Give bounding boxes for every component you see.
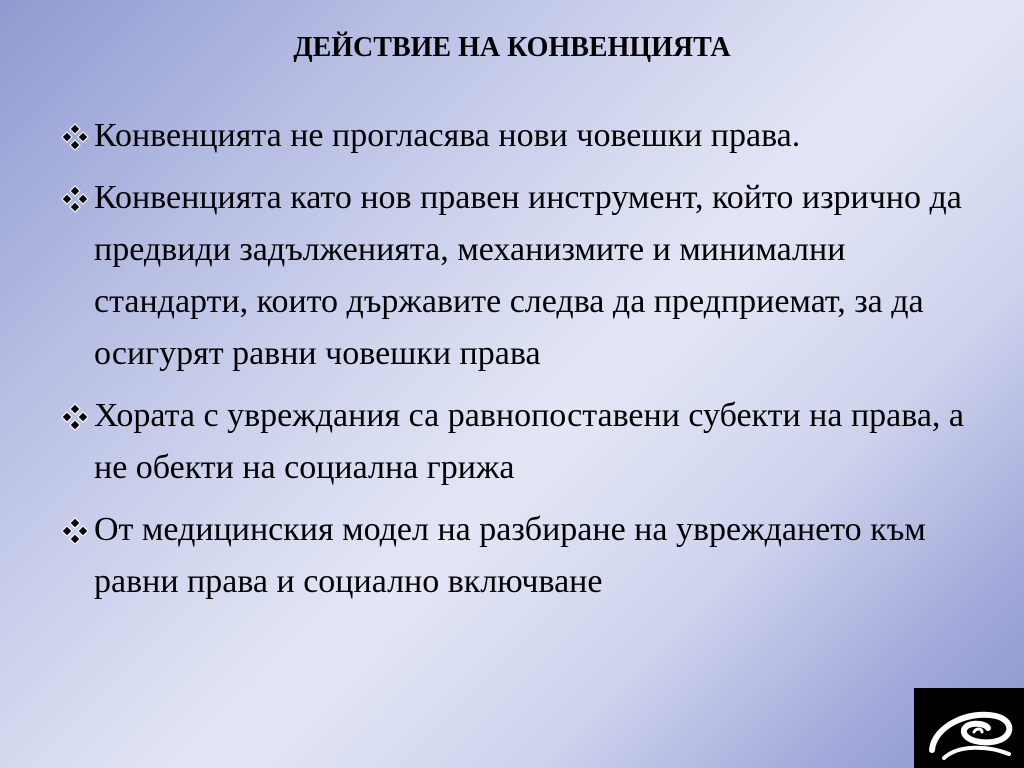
bullet-item bbox=[60, 390, 980, 494]
swirl-logo-icon bbox=[914, 688, 1024, 768]
slide-title: ДЕЙСТВИЕ НА КОНВЕНЦИЯТА bbox=[293, 32, 731, 63]
four-diamond-bullet-icon bbox=[60, 402, 90, 432]
bullet-item bbox=[60, 504, 980, 608]
four-diamond-bullet-icon bbox=[60, 516, 90, 546]
bullet-text: Хората с увреждания са равнопоставени субекти на права, а не обекти на социална грижа bbox=[94, 397, 965, 486]
bullet-text: От медицинския модел на разбиране на увреждането към равни права и социално включване bbox=[94, 511, 926, 600]
bullet-text: Конвенцията не прогласява нови човешки права. bbox=[94, 117, 801, 154]
bullet-list bbox=[60, 110, 980, 618]
bullet-item bbox=[60, 172, 980, 380]
bullet-item bbox=[60, 110, 980, 162]
four-diamond-bullet-icon bbox=[60, 184, 90, 214]
four-diamond-bullet-icon bbox=[60, 122, 90, 152]
bullet-text: Конвенцията като нов правен инструмент, който изрично да предвиди задълженията, механизмите и минимални стандарти, които държавите следва да предприемат, за да осигурят равни човешки права bbox=[94, 179, 962, 372]
